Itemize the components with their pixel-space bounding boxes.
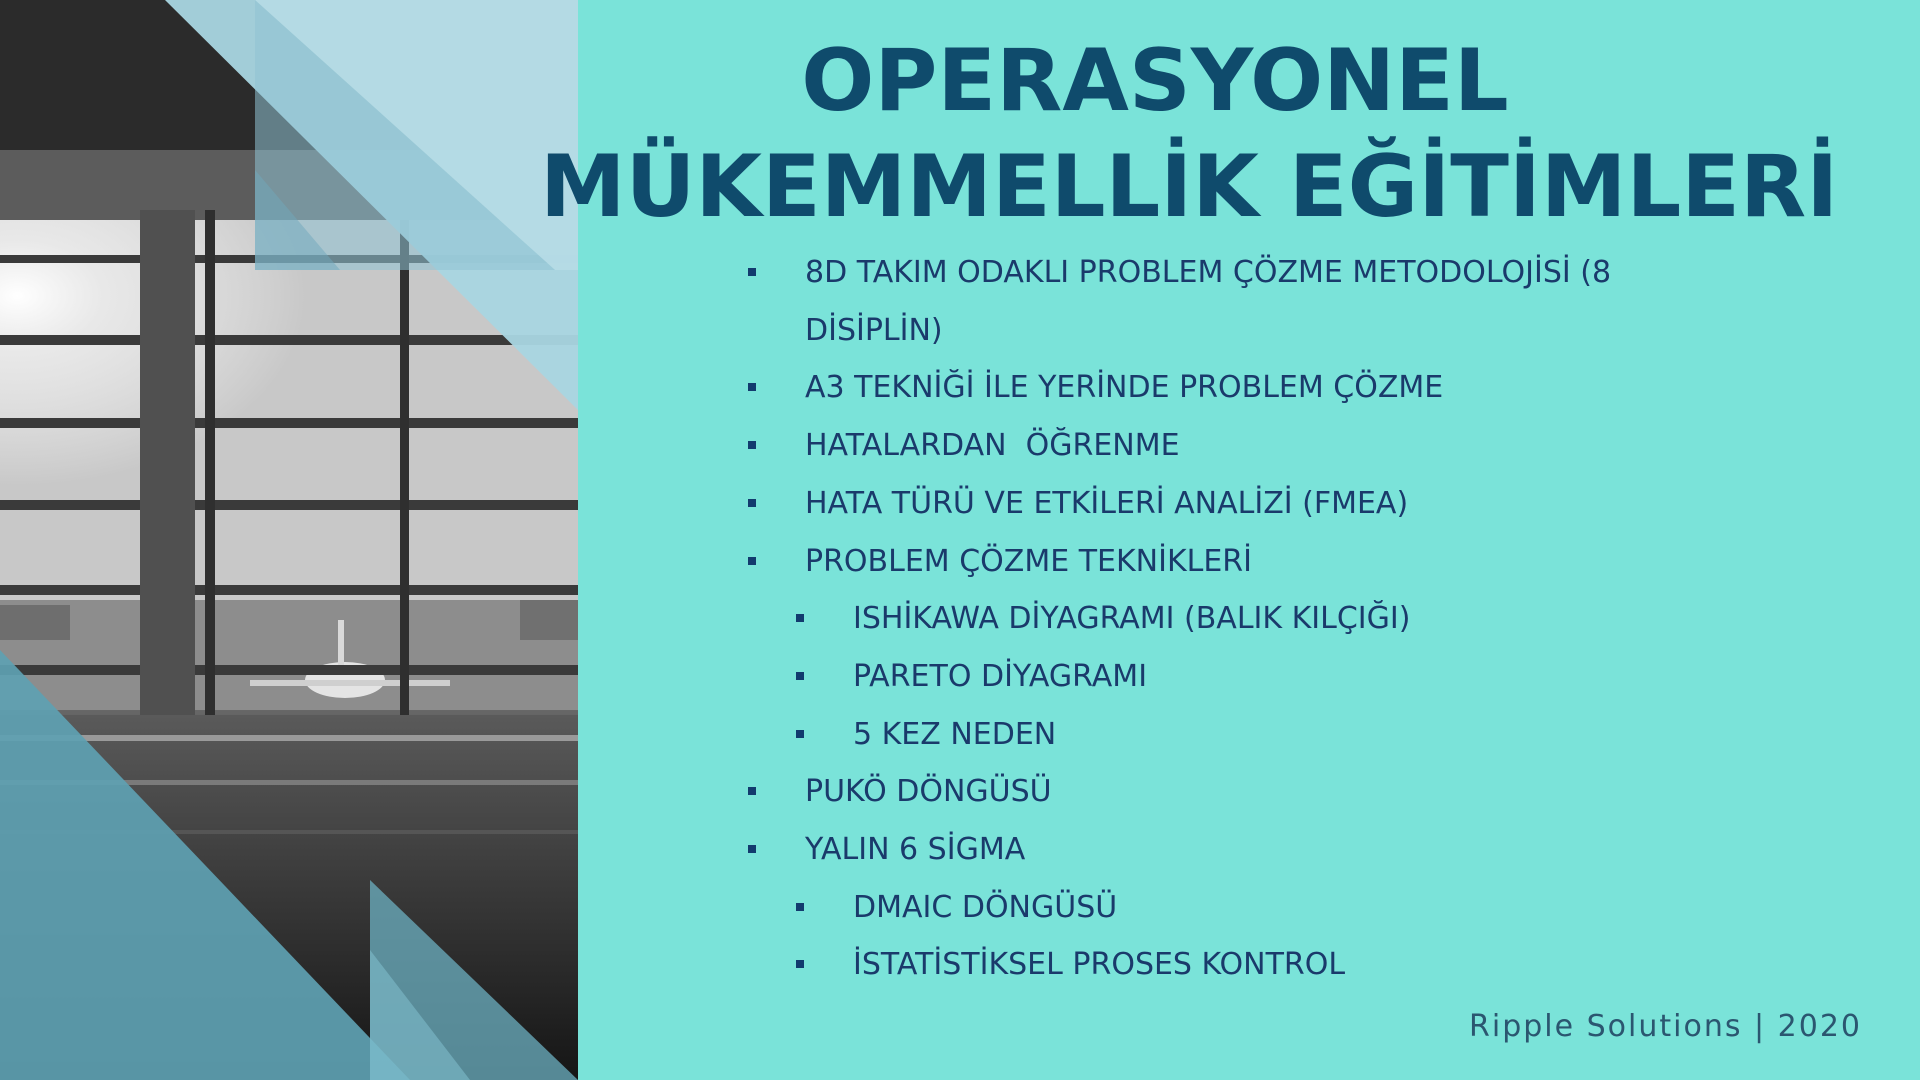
training-list <box>740 244 1740 994</box>
list-item-text: ISHİKAWA DİYAGRAMI (BALIK KILÇIĞI) <box>853 601 1411 637</box>
slide-title <box>540 28 1839 240</box>
square-bullet-icon <box>796 730 804 738</box>
square-bullet-icon <box>796 903 804 911</box>
list-item <box>740 244 1705 359</box>
list-item-text: 8D TAKIM ODAKLI PROBLEM ÇÖZME METODOLOJİSİ (8 DİSİPLİN) <box>805 255 1612 348</box>
square-bullet-icon <box>748 441 756 449</box>
list-item <box>740 417 1740 475</box>
square-bullet-icon <box>748 845 756 853</box>
list-item-text: HATALARDAN ÖĞRENME <box>805 428 1180 464</box>
footer-credit: Ripple Solutions | 2020 <box>1469 1009 1862 1044</box>
list-item-text: HATA TÜRÜ VE ETKİLERİ ANALİZİ (FMEA) <box>805 485 1409 521</box>
sub-list-item <box>740 648 1740 706</box>
list-item-text: İSTATİSTİKSEL PROSES KONTROL <box>853 947 1346 983</box>
square-bullet-icon <box>796 614 804 622</box>
list-item-text: DMAIC DÖNGÜSÜ <box>853 889 1118 925</box>
list-item <box>740 359 1740 417</box>
title-line-2: MÜKEMMELLİK EĞİTİMLERİ <box>540 137 1839 237</box>
square-bullet-icon <box>748 383 756 391</box>
list-item <box>740 763 1740 821</box>
title-line-1: OPERASYONEL <box>801 31 1509 131</box>
square-bullet-icon <box>748 787 756 795</box>
sub-list-item <box>740 590 1740 648</box>
airport-window-photo <box>0 0 578 1080</box>
sub-list-item <box>740 706 1740 764</box>
list-item <box>740 533 1740 591</box>
list-item-text: A3 TEKNİĞİ İLE YERİNDE PROBLEM ÇÖZME <box>805 370 1444 406</box>
square-bullet-icon <box>748 499 756 507</box>
list-item-text: PUKÖ DÖNGÜSÜ <box>805 774 1052 810</box>
square-bullet-icon <box>748 557 756 565</box>
square-bullet-icon <box>796 672 804 680</box>
list-item-text: PARETO DİYAGRAMI <box>853 658 1148 694</box>
square-bullet-icon <box>748 268 756 276</box>
sub-list-item <box>740 936 1740 994</box>
list-item <box>740 475 1740 533</box>
list-item-text: PROBLEM ÇÖZME TEKNİKLERİ <box>805 543 1252 579</box>
square-bullet-icon <box>796 960 804 968</box>
airport-window-illustration <box>0 0 578 1080</box>
list-item-text: YALIN 6 SİGMA <box>805 832 1026 868</box>
list-item <box>740 821 1740 879</box>
list-item-text: 5 KEZ NEDEN <box>853 716 1057 752</box>
sub-list-item <box>740 879 1740 937</box>
